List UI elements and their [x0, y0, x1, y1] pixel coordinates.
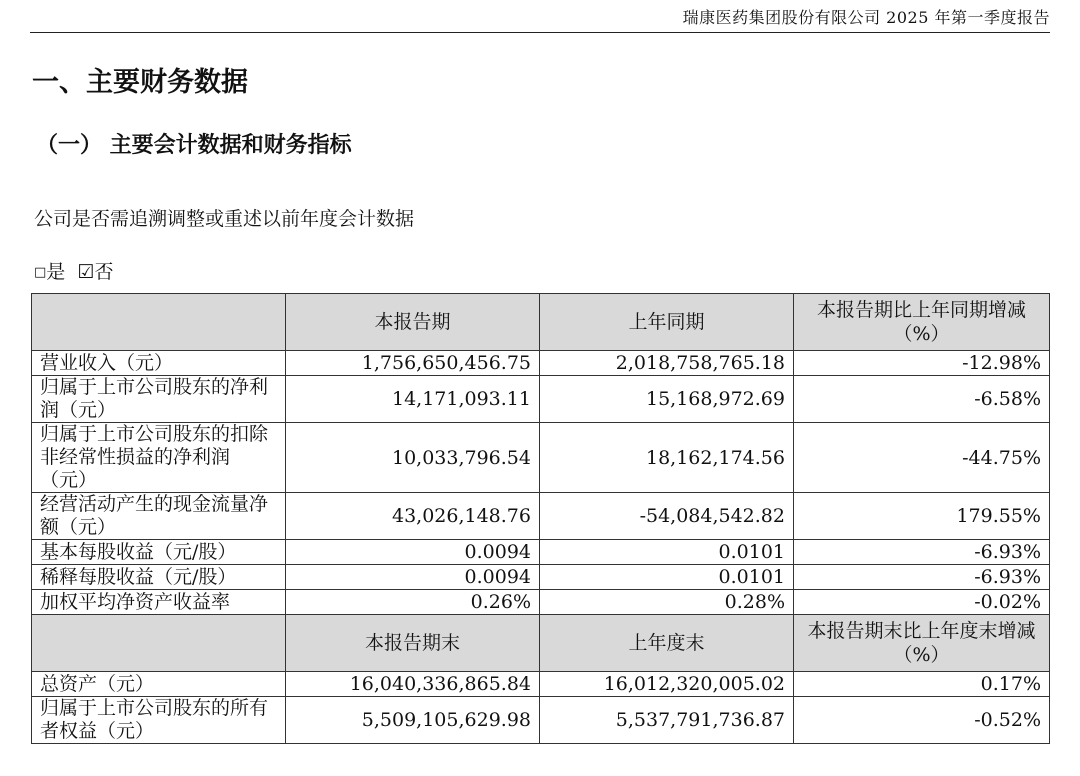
- table-header-row: [32, 294, 1050, 351]
- prior-value: 5,537,791,736.87: [540, 697, 794, 744]
- table-row: [32, 672, 1050, 697]
- current-value: 0.0094: [286, 540, 540, 565]
- row-label: 归属于上市公司股东的所有者权益（元）: [32, 697, 286, 744]
- restatement-question: 公司是否需追溯调整或重述以前年度会计数据: [34, 208, 415, 230]
- current-value: 14,171,093.11: [286, 376, 540, 423]
- prior-value: 2,018,758,765.18: [540, 351, 794, 376]
- change-value: 179.55%: [794, 493, 1050, 540]
- change-value: -44.75%: [794, 423, 1050, 493]
- header-corner: [32, 615, 286, 672]
- header-current-period: 本报告期: [286, 294, 540, 351]
- header-period-end: 本报告期末: [286, 615, 540, 672]
- option-yes-label: 是: [46, 261, 66, 283]
- option-no-label: 否: [94, 261, 114, 283]
- row-label: 加权平均净资产收益率: [32, 590, 286, 615]
- current-value: 0.0094: [286, 565, 540, 590]
- header-prior-period: 上年同期: [540, 294, 794, 351]
- row-label: 归属于上市公司股东的扣除非经常性损益的净利润（元）: [32, 423, 286, 493]
- change-value: -0.02%: [794, 590, 1050, 615]
- prior-value: 0.28%: [540, 590, 794, 615]
- table-row: [32, 565, 1050, 590]
- current-value: 1,756,650,456.75: [286, 351, 540, 376]
- table-row: [32, 590, 1050, 615]
- header-change: 本报告期末比上年度末增减（%）: [794, 615, 1050, 672]
- header-corner: [32, 294, 286, 351]
- section-subtitle: （一） 主要会计数据和财务指标: [36, 133, 352, 158]
- row-label: 总资产（元）: [32, 672, 286, 697]
- current-value: 10,033,796.54: [286, 423, 540, 493]
- change-value: -6.93%: [794, 565, 1050, 590]
- section-title: 一、主要财务数据: [32, 67, 248, 98]
- current-value: 5,509,105,629.98: [286, 697, 540, 744]
- prior-value: 18,162,174.56: [540, 423, 794, 493]
- change-value: 0.17%: [794, 672, 1050, 697]
- prior-value: 15,168,972.69: [540, 376, 794, 423]
- table-row: [32, 697, 1050, 744]
- change-value: -0.52%: [794, 697, 1050, 744]
- header-prior-year-end: 上年度末: [540, 615, 794, 672]
- table-row: [32, 540, 1050, 565]
- row-label: 营业收入（元）: [32, 351, 286, 376]
- row-label: 基本每股收益（元/股）: [32, 540, 286, 565]
- report-header: [30, 0, 1050, 33]
- table-row: [32, 423, 1050, 493]
- row-label: 稀释每股收益（元/股）: [32, 565, 286, 590]
- header-change: 本报告期比上年同期增减（%）: [794, 294, 1050, 351]
- unchecked-box-icon: □: [34, 265, 47, 280]
- change-value: -12.98%: [794, 351, 1050, 376]
- table-row: [32, 493, 1050, 540]
- prior-value: 0.0101: [540, 565, 794, 590]
- current-value: 16,040,336,865.84: [286, 672, 540, 697]
- prior-value: -54,084,542.82: [540, 493, 794, 540]
- table-row: [32, 351, 1050, 376]
- prior-value: 0.0101: [540, 540, 794, 565]
- change-value: -6.93%: [794, 540, 1050, 565]
- table-row: [32, 376, 1050, 423]
- prior-value: 16,012,320,005.02: [540, 672, 794, 697]
- current-value: 0.26%: [286, 590, 540, 615]
- current-value: 43,026,148.76: [286, 493, 540, 540]
- checked-box-icon: ☑: [71, 261, 95, 283]
- restatement-answer: [34, 257, 113, 284]
- table-header-row: [32, 615, 1050, 672]
- financial-data-table: [31, 293, 1050, 744]
- row-label: 经营活动产生的现金流量净额（元）: [32, 493, 286, 540]
- change-value: -6.58%: [794, 376, 1050, 423]
- row-label: 归属于上市公司股东的净利润（元）: [32, 376, 286, 423]
- report-title: 瑞康医药集团股份有限公司 2025 年第一季度报告: [682, 8, 1050, 27]
